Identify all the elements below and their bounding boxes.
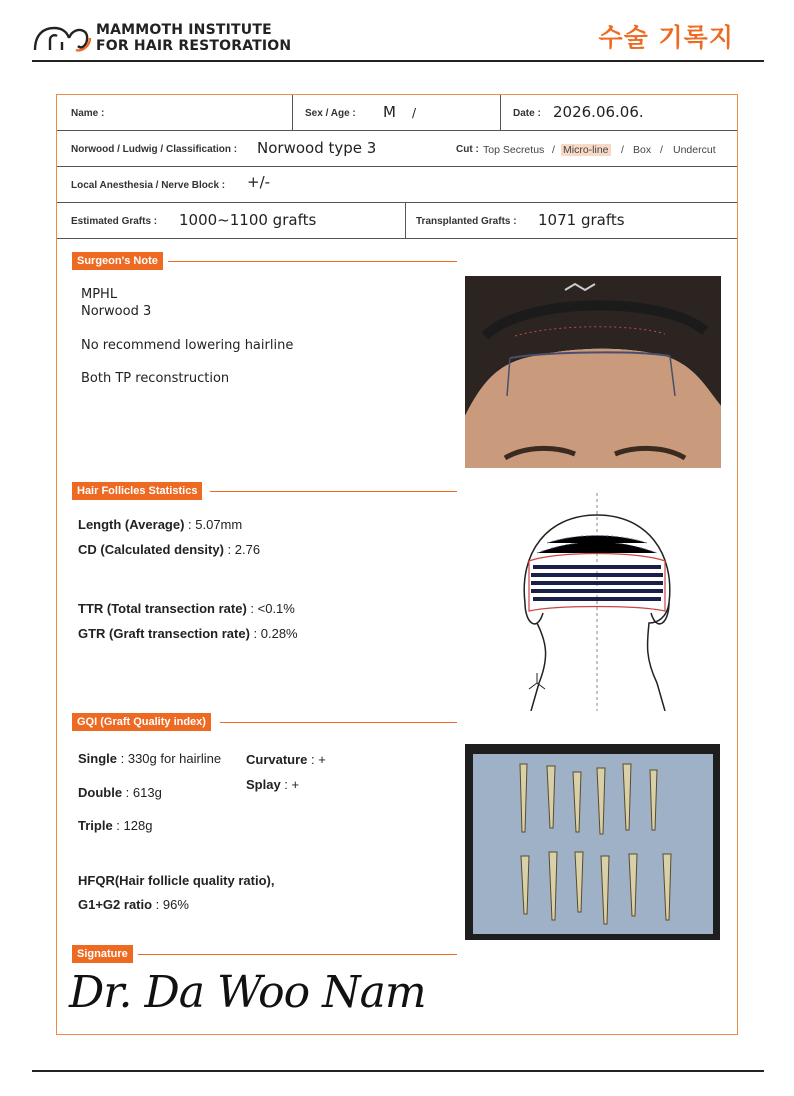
date-field[interactable]: 2026.06.06.: [553, 103, 644, 121]
cd-label: CD (Calculated density): [78, 542, 224, 557]
splay-value: : +: [280, 777, 300, 792]
gqi-single: [78, 751, 221, 766]
gqi-triple: [78, 818, 152, 833]
row-anesthesia: [57, 167, 737, 203]
length-label: Length (Average): [78, 517, 185, 532]
ratio-label: G1+G2 ratio: [78, 897, 153, 912]
signature-title: Signature: [72, 945, 133, 963]
sex-age-label: Sex / Age :: [305, 108, 356, 119]
gqi-curvature: [246, 752, 326, 767]
anesthesia-field[interactable]: +/-: [247, 173, 271, 191]
stat-gtr: [78, 626, 298, 641]
ttr-label: TTR (Total transection rate): [78, 601, 247, 616]
signature-header: [72, 945, 457, 963]
cut-separator: /: [660, 144, 663, 156]
cut-separator: /: [621, 144, 624, 156]
single-label: Single: [78, 751, 118, 766]
classification-field[interactable]: Norwood type 3: [257, 139, 377, 157]
cut-option-top-secretus[interactable]: Top Secretus: [483, 144, 545, 156]
doctor-signature: Dr. Da Woo Nam: [69, 967, 426, 1018]
stat-cd: [78, 542, 260, 557]
follicle-stats-title: Hair Follicles Statistics: [72, 482, 202, 500]
stat-ttr: [78, 601, 295, 616]
single-value: : 330g for hairline: [117, 751, 222, 766]
gqi-ratio: [78, 897, 189, 912]
gtr-value: : 0.28%: [249, 626, 298, 641]
institute-name: [96, 22, 291, 54]
sex-field[interactable]: M: [383, 103, 396, 121]
stat-length: [78, 517, 242, 532]
name-label: Name :: [71, 108, 105, 119]
gqi-double: [78, 785, 162, 800]
page-header: [32, 14, 764, 62]
cut-option-micro-line[interactable]: Micro-line: [563, 144, 609, 156]
estimated-grafts-field[interactable]: 1000~1100 grafts: [179, 211, 317, 229]
date-label: Date :: [513, 108, 541, 119]
surgeon-note-title: Surgeon's Note: [72, 252, 163, 270]
double-label: Double: [78, 785, 123, 800]
cd-value: : 2.76: [223, 542, 261, 557]
estimated-grafts-label: Estimated Grafts :: [71, 216, 158, 227]
row-grafts: [57, 203, 737, 239]
surgeon-note-header: [72, 252, 457, 270]
graft-photo: [465, 744, 720, 940]
donor-area-diagram: [517, 493, 677, 711]
length-value: : 5.07mm: [184, 517, 243, 532]
curvature-label: Curvature: [246, 752, 308, 767]
age-separator: /: [412, 106, 417, 120]
document-title: 수술 기록지: [598, 23, 734, 52]
hfqr-label: HFQR(Hair follicle quality ratio),: [78, 873, 275, 888]
institute-line-2: FOR HAIR RESTORATION: [96, 38, 292, 54]
footer-rule: [32, 1070, 764, 1072]
anesthesia-label: Local Anesthesia / Nerve Block :: [71, 180, 226, 191]
transplanted-grafts-field[interactable]: 1071 grafts: [538, 211, 625, 229]
cut-option-undercut[interactable]: Undercut: [673, 144, 716, 156]
row-classification: [57, 131, 737, 167]
row-name-sex-date: [57, 95, 737, 131]
cut-separator: /: [552, 144, 555, 156]
double-value: : 613g: [122, 785, 162, 800]
triple-value: : 128g: [112, 818, 153, 833]
ratio-value: : 96%: [152, 897, 189, 912]
gqi-splay: [246, 777, 299, 792]
follicle-stats-header: [72, 482, 457, 500]
note-line: No recommend lowering hairline: [81, 338, 294, 353]
classification-label: Norwood / Ludwig / Classification :: [71, 144, 238, 155]
gtr-label: GTR (Graft transection rate): [78, 626, 250, 641]
triple-label: Triple: [78, 818, 113, 833]
transplanted-grafts-label: Transplanted Grafts :: [416, 216, 517, 227]
gqi-hfqr: [78, 873, 274, 888]
splay-label: Splay: [246, 777, 281, 792]
note-line: Norwood 3: [81, 304, 152, 319]
note-line: Both TP reconstruction: [81, 371, 230, 386]
record-form: [56, 94, 738, 1035]
gqi-header: [72, 713, 457, 731]
mammoth-logo-icon: [32, 20, 94, 54]
hairline-photo: [465, 276, 721, 468]
institute-line-1: MAMMOTH INSTITUTE: [96, 22, 272, 38]
gqi-title: GQI (Graft Quality index): [72, 713, 211, 731]
note-line: MPHL: [81, 287, 118, 302]
cut-label: Cut :: [456, 144, 479, 155]
cut-option-box[interactable]: Box: [633, 144, 652, 156]
ttr-value: : <0.1%: [246, 601, 295, 616]
curvature-value: : +: [307, 752, 326, 767]
